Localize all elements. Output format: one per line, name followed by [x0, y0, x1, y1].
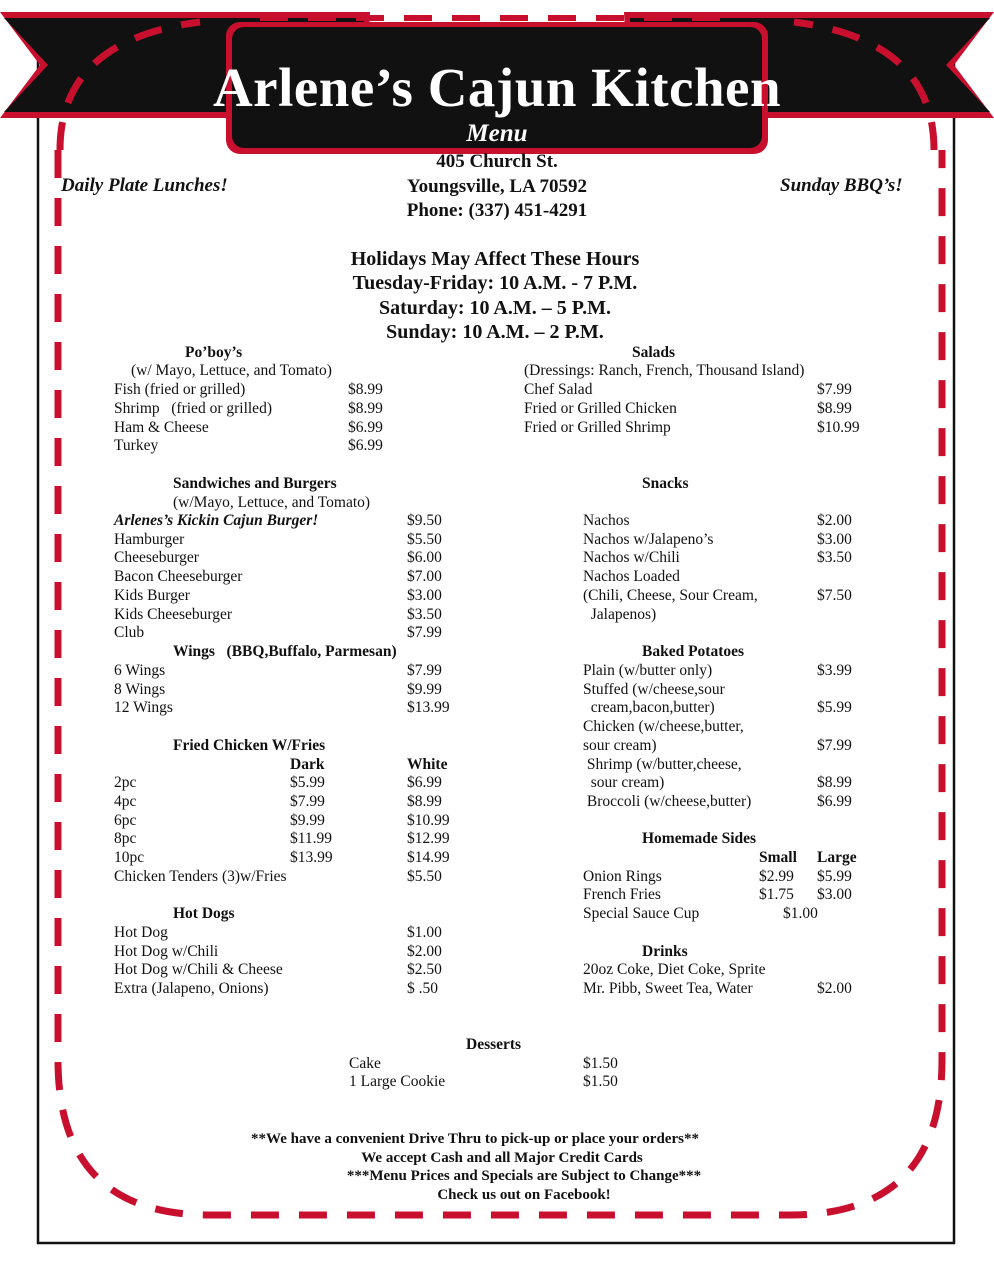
menu-item-price: $3.50 — [407, 606, 442, 623]
salads-title: Salads — [632, 344, 676, 361]
menu-item-price: $9.50 — [407, 512, 442, 529]
baked-potatoes-title: Baked Potatoes — [642, 643, 745, 660]
menu-item-name: Fried or Grilled Chicken — [524, 400, 677, 417]
menu-item-price: $5.99 — [290, 774, 325, 791]
menu-item-name: sour cream) — [583, 774, 665, 791]
menu-item-name: Shrimp (w/butter,cheese, — [583, 756, 742, 773]
menu-item-name: Hot Dog — [114, 924, 168, 941]
menu-item-name: Ham & Cheese — [114, 419, 209, 436]
menu-item-price: $7.99 — [407, 624, 442, 641]
menu-item-name: Shrimp (fried or grilled) — [114, 400, 272, 417]
menu-item-name: cream,bacon,butter) — [583, 699, 715, 716]
footer-payment: We accept Cash and all Major Credit Cards — [361, 1150, 643, 1166]
menu-item-price: $2.00 — [817, 512, 852, 529]
menu-item-price: $1.00 — [783, 905, 818, 922]
menu-item-price: $3.00 — [817, 886, 852, 903]
menu-item-name: 8pc — [114, 830, 137, 847]
city: Youngsville, LA 70592 — [406, 176, 587, 197]
menu-item-name: Hamburger — [114, 531, 185, 548]
hours-note: Holidays May Affect These Hours — [350, 248, 640, 270]
menu-item-price: $ .50 — [407, 980, 438, 997]
menu-item-price: $1.50 — [583, 1055, 618, 1072]
menu-item-price: $10.99 — [407, 812, 450, 829]
menu-item-name: 8 Wings — [114, 681, 166, 698]
menu-item-name: Nachos Loaded — [583, 568, 680, 585]
menu-item-name: 6 Wings — [114, 662, 166, 679]
menu-item-name: Nachos w/Jalapeno’s — [583, 531, 714, 548]
hours-saturday: Saturday: 10 A.M. – 5 P.M. — [378, 297, 612, 319]
menu-item-price: $6.99 — [348, 437, 383, 454]
menu-item-price: $2.99 — [759, 868, 794, 885]
menu-item-name: Cake — [349, 1055, 381, 1072]
phone: Phone: (337) 451-4291 — [406, 200, 588, 221]
hot-dogs-title: Hot Dogs — [173, 905, 235, 922]
menu-item-price: $7.99 — [817, 381, 852, 398]
menu-item-name: Chef Salad — [524, 381, 593, 398]
menu-item-price: $14.99 — [407, 849, 450, 866]
menu-item-name: Bacon Cheeseburger — [114, 568, 243, 585]
fried-chicken-title: Fried Chicken W/Fries — [173, 737, 326, 754]
menu-item-price: $7.99 — [407, 662, 442, 679]
menu-item-name: Kids Cheeseburger — [114, 606, 233, 623]
column-header-dark: Dark — [290, 756, 325, 773]
daily-plate-tag: Daily Plate Lunches! — [61, 175, 228, 196]
menu-item-name: Nachos — [583, 512, 630, 529]
menu-item-price: $7.99 — [817, 737, 852, 754]
menu-item-price: $13.99 — [407, 699, 450, 716]
menu-item-price: $1.75 — [759, 886, 794, 903]
menu-item-price: $7.50 — [817, 587, 852, 604]
menu-item-name: Cheeseburger — [114, 549, 199, 566]
menu-item-price: $5.99 — [817, 868, 852, 885]
menu-item-price: $8.99 — [348, 400, 383, 417]
menu-item-name: Nachos w/Chili — [583, 549, 680, 566]
menu-item-price: $2.00 — [817, 980, 852, 997]
sandwiches-title: Sandwiches and Burgers — [173, 475, 337, 492]
menu-item-name: 10pc — [114, 849, 145, 866]
menu-item-price: $7.99 — [290, 793, 325, 810]
menu-item-price: $5.99 — [817, 699, 852, 716]
menu-item-name: 6pc — [114, 812, 137, 829]
menu-item-name: Plain (w/butter only) — [583, 662, 713, 679]
menu-item-name: Club — [114, 624, 145, 641]
menu-label: Menu — [466, 120, 528, 147]
menu-item-name: French Fries — [583, 886, 661, 903]
menu-item-name: Chicken (w/cheese,butter, — [583, 718, 744, 735]
menu-item-name: Onion Rings — [583, 868, 662, 885]
footer-prices-note: ***Menu Prices and Specials are Subject to Change*** — [346, 1168, 702, 1184]
menu-item-price: $8.99 — [817, 400, 852, 417]
drinks-line-2: Mr. Pibb, Sweet Tea, Water — [583, 980, 753, 997]
menu-item-price: $8.99 — [817, 774, 852, 791]
menu-item-price: $6.99 — [407, 774, 442, 791]
salads-subtitle: (Dressings: Ranch, French, Thousand Island) — [524, 362, 805, 379]
poboys-title: Po’boy’s — [185, 344, 243, 361]
menu-item-name: Fish (fried or grilled) — [114, 381, 246, 398]
menu-item-price: $6.99 — [817, 793, 852, 810]
menu-item-name: Turkey — [114, 437, 159, 454]
menu-item-price: $10.99 — [817, 419, 860, 436]
hours-weekday: Tuesday-Friday: 10 A.M. - 7 P.M. — [352, 272, 638, 294]
restaurant-title: Arlene’s Cajun Kitchen — [212, 57, 782, 118]
menu-item-name: Broccoli (w/cheese,butter) — [583, 793, 752, 810]
drinks-title: Drinks — [642, 943, 688, 960]
menu-item-name: Stuffed (w/cheese,sour — [583, 681, 725, 698]
menu-item-price: $11.99 — [290, 830, 333, 847]
menu-item-name: 2pc — [114, 774, 137, 791]
menu-item-price: $1.00 — [407, 924, 442, 941]
menu-item-price: $8.99 — [407, 793, 442, 810]
menu-item-price: $8.99 — [348, 381, 383, 398]
poboys-subtitle: (w/ Mayo, Lettuce, and Tomato) — [131, 362, 332, 379]
menu-item-name: 12 Wings — [114, 699, 173, 716]
menu-item-name: Hot Dog w/Chili — [114, 943, 219, 960]
menu-item-name: Special Sauce Cup — [583, 905, 700, 922]
menu-item-name: 1 Large Cookie — [349, 1073, 446, 1090]
menu-item-price: $3.99 — [817, 662, 852, 679]
footer-drive-thru: **We have a convenient Drive Thru to pick-up or place your orders** — [251, 1131, 699, 1147]
hours-sunday: Sunday: 10 A.M. – 2 P.M. — [386, 321, 604, 343]
menu-item-name: Fried or Grilled Shrimp — [524, 419, 671, 436]
menu-item-price: $2.50 — [407, 961, 442, 978]
menu-item-name: Kids Burger — [114, 587, 190, 604]
menu-item-price: $3.50 — [817, 549, 852, 566]
menu-item-name: Arlenes’s Kickin Cajun Burger! — [114, 512, 319, 529]
column-header-small: Small — [759, 849, 797, 866]
desserts-title: Desserts — [466, 1036, 522, 1053]
menu-item-name: Jalapenos) — [583, 606, 657, 623]
menu-item-name: Hot Dog w/Chili & Cheese — [114, 961, 283, 978]
menu-item-price: $3.00 — [407, 587, 442, 604]
menu-item-price: $7.00 — [407, 568, 442, 585]
menu-item-name: Extra (Jalapeno, Onions) — [114, 980, 269, 997]
menu-item-price: $13.99 — [290, 849, 333, 866]
menu-item-name: (Chili, Cheese, Sour Cream, — [583, 587, 758, 604]
menu-item-price: $5.50 — [407, 868, 442, 885]
wings-title: Wings (BBQ,Buffalo, Parmesan) — [173, 643, 397, 660]
menu-item-price: $2.00 — [407, 943, 442, 960]
menu-item-name: sour cream) — [583, 737, 657, 754]
snacks-title: Snacks — [642, 475, 689, 492]
sunday-bbq-tag: Sunday BBQ’s! — [780, 175, 903, 196]
menu-item-name: Chicken Tenders (3)w/Fries — [114, 868, 287, 885]
menu-item-name: 4pc — [114, 793, 137, 810]
sandwiches-subtitle: (w/Mayo, Lettuce, and Tomato) — [173, 494, 371, 511]
menu-item-price: $6.00 — [407, 549, 442, 566]
menu-item-price: $6.99 — [348, 419, 383, 436]
menu-item-price: $3.00 — [817, 531, 852, 548]
sides-title: Homemade Sides — [642, 830, 757, 847]
menu-item-price: $12.99 — [407, 830, 450, 847]
menu-item-price: $5.50 — [407, 531, 442, 548]
menu-item-price: $9.99 — [290, 812, 325, 829]
menu-item-price: $1.50 — [583, 1073, 618, 1090]
column-header-large: Large — [817, 849, 857, 866]
column-header-white: White — [407, 756, 448, 773]
menu-item-price: $9.99 — [407, 681, 442, 698]
footer-facebook: Check us out on Facebook! — [437, 1187, 611, 1203]
drinks-line-1: 20oz Coke, Diet Coke, Sprite — [583, 961, 766, 978]
address: 405 Church St. — [436, 151, 558, 172]
